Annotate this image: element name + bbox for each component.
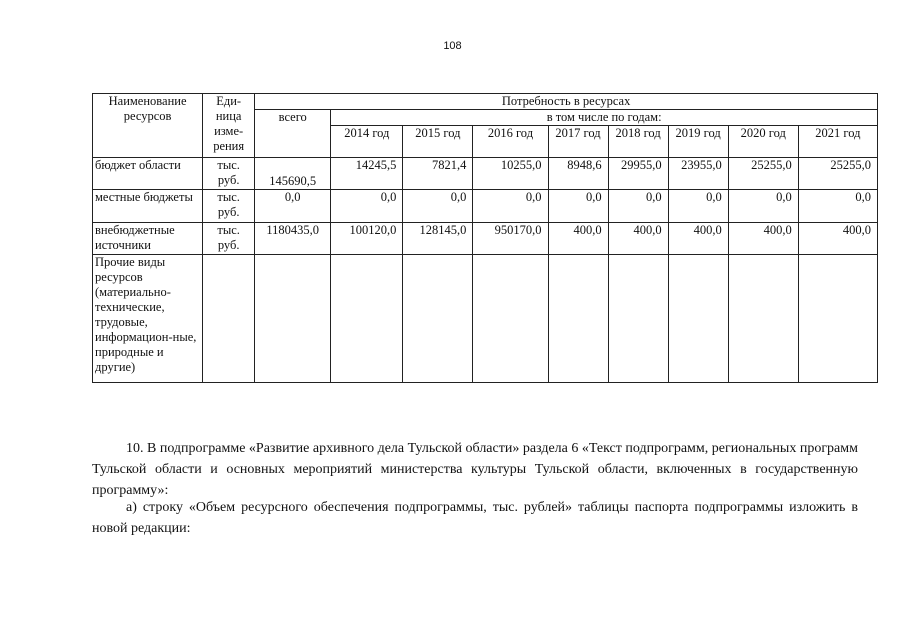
- header-need: Потребность в ресурсах: [255, 94, 878, 110]
- table-row: [93, 223, 878, 255]
- table-row: [93, 255, 878, 383]
- row-value: 7821,4: [403, 158, 473, 190]
- header-year: 2019 год: [668, 126, 728, 158]
- row-value: [473, 255, 548, 383]
- row-value: 0,0: [728, 190, 798, 223]
- row-value: 950170,0: [473, 223, 548, 255]
- row-value: 23955,0: [668, 158, 728, 190]
- header-name: Наименование ресурсов: [93, 94, 203, 158]
- row-value: 0,0: [403, 190, 473, 223]
- row-total: [255, 255, 331, 383]
- row-value: 8948,6: [548, 158, 608, 190]
- row-value: 400,0: [548, 223, 608, 255]
- row-value: [548, 255, 608, 383]
- row-value: 0,0: [668, 190, 728, 223]
- paragraph-a: а) строку «Объем ресурсного обеспечения подпрограммы, тыс. рублей» таблицы паспорта подпрограммы изложить в новой редакции:: [92, 500, 858, 536]
- row-value: [798, 255, 877, 383]
- row-total: 0,0: [255, 190, 331, 223]
- row-value: 400,0: [608, 223, 668, 255]
- page-number: 108: [443, 40, 462, 52]
- row-value: 0,0: [548, 190, 608, 223]
- row-value: 400,0: [668, 223, 728, 255]
- row-value: 0,0: [608, 190, 668, 223]
- row-value: [403, 255, 473, 383]
- header-year: 2017 год: [548, 126, 608, 158]
- row-name: внебюджетные источники: [93, 223, 203, 255]
- row-value: 10255,0: [473, 158, 548, 190]
- row-value: 29955,0: [608, 158, 668, 190]
- header-year: 2021 год: [798, 126, 877, 158]
- row-value: 0,0: [798, 190, 877, 223]
- row-value: 14245,5: [331, 158, 403, 190]
- row-value: [608, 255, 668, 383]
- table-row: [93, 158, 878, 190]
- row-value: 128145,0: [403, 223, 473, 255]
- row-unit: [203, 255, 255, 383]
- header-year: 2015 год: [403, 126, 473, 158]
- row-value: 400,0: [728, 223, 798, 255]
- table-row: [93, 190, 878, 223]
- row-name: местные бюджеты: [93, 190, 203, 223]
- row-value: 400,0: [798, 223, 877, 255]
- row-total: 1180435,0: [255, 223, 331, 255]
- row-value: 100120,0: [331, 223, 403, 255]
- header-year: 2014 год: [331, 126, 403, 158]
- row-value: [728, 255, 798, 383]
- header-year: 2020 год: [728, 126, 798, 158]
- row-total: 145690,5: [255, 158, 331, 190]
- row-value: [668, 255, 728, 383]
- row-name: бюджет области: [93, 158, 203, 190]
- row-unit: тыс. руб.: [203, 158, 255, 190]
- header-year: 2018 год: [608, 126, 668, 158]
- row-unit: тыс. руб.: [203, 223, 255, 255]
- row-unit: тыс. руб.: [203, 190, 255, 223]
- row-value: 25255,0: [798, 158, 877, 190]
- header-total: всего: [255, 110, 331, 158]
- row-name: Прочие виды ресурсов (материально-технические, трудовые, информацион-ные, природные и другие): [93, 255, 203, 383]
- paragraph-10: 10. В подпрограмме «Развитие архивного дела Тульской области» раздела 6 «Текст подпрограмм, региональных программ Тульской области и основных мероприятий министерства культуры Тульской области, включенных в государственную программу»:: [92, 441, 858, 498]
- resources-table: [92, 93, 878, 383]
- row-value: 25255,0: [728, 158, 798, 190]
- header-by-years: в том числе по годам:: [331, 110, 878, 126]
- header-year: 2016 год: [473, 126, 548, 158]
- row-value: [331, 255, 403, 383]
- row-value: 0,0: [331, 190, 403, 223]
- header-unit: Еди-ница изме-рения: [203, 94, 255, 158]
- row-value: 0,0: [473, 190, 548, 223]
